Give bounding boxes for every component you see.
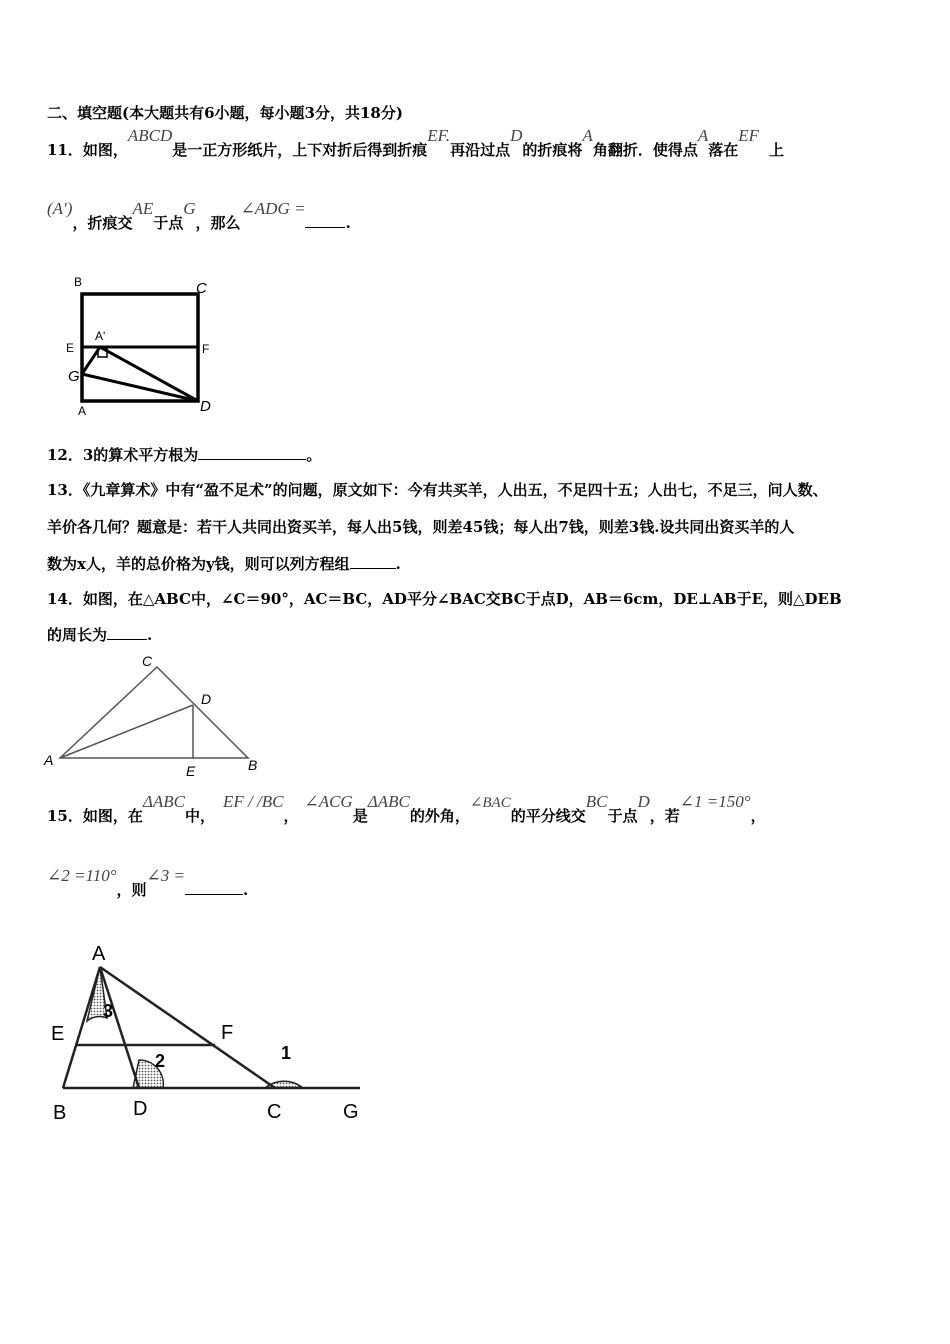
label-d: D bbox=[200, 398, 211, 415]
figure-11-square bbox=[60, 270, 220, 420]
label-c: C bbox=[142, 653, 153, 669]
question-13-line-2: 羊价各几何？题意是：若干人共同出资买羊，每人出5钱，则差45钱；每人出7钱，则差3钱.设共同出资买羊的人 bbox=[47, 518, 795, 536]
label-g: G bbox=[68, 368, 80, 385]
label-a: A bbox=[92, 943, 106, 965]
question-15-line-1: 15．如图，在ΔABC中，EF / /BC，∠ACG是ΔABC的外角，∠BAC的平分线交BC于点D，若∠1 =150°， bbox=[47, 792, 766, 825]
answer-blank-13[interactable] bbox=[350, 554, 396, 569]
label-angle-3: 3 bbox=[103, 1001, 114, 1021]
label-e: E bbox=[66, 341, 75, 355]
segment-ad bbox=[100, 967, 139, 1088]
segment-ab bbox=[63, 967, 100, 1088]
question-11-line-1: 11．如图，ABCD是一正方形纸片，上下对折后得到折痕EF.再沿过点D的折痕将A角翻折．使得点A落在EF上 bbox=[47, 126, 785, 159]
question-11-line-2: (A′)，折痕交AE于点G，那么∠ADG =. bbox=[47, 199, 351, 232]
label-a: A bbox=[44, 752, 54, 768]
answer-blank-14[interactable] bbox=[107, 625, 147, 640]
label-a-prime: A' bbox=[95, 329, 106, 343]
question-12: 12．3的算术平方根为 。 bbox=[47, 446, 322, 464]
label-angle-2: 2 bbox=[155, 1051, 166, 1071]
question-14-line-1: 14．如图，在△ABC中，∠C＝90°，AC＝BC，AD平分∠BAC交BC于点D，AB＝6cm，DE⊥AB于E，则△DEB bbox=[47, 590, 842, 608]
label-c: C bbox=[267, 1101, 282, 1123]
segment-gd bbox=[82, 374, 198, 401]
answer-blank-12[interactable] bbox=[198, 445, 306, 460]
figure-15-triangle bbox=[45, 935, 375, 1135]
label-b: B bbox=[248, 757, 258, 773]
question-13-line-1: 13．《九章算术》中有“盈不足术”的问题，原文如下：今有共买羊，人出五，不足四十五；人出七，不足三，问人数、 bbox=[47, 481, 828, 499]
label-f: F bbox=[202, 342, 210, 356]
label-a: A bbox=[78, 404, 87, 418]
question-13-line-3: 数为x人，羊的总价格为y钱，则可以列方程组 . bbox=[47, 555, 401, 573]
question-14-line-2: 的周长为 . bbox=[47, 626, 153, 644]
label-c: C bbox=[196, 280, 207, 297]
label-angle-1: 1 bbox=[281, 1043, 292, 1063]
label-e: E bbox=[51, 1023, 65, 1045]
section-title: 二、填空题(本大题共有6小题，每小题3分，共18分) bbox=[47, 104, 403, 122]
figure-14-triangle bbox=[40, 650, 270, 780]
answer-blank-15[interactable] bbox=[185, 880, 243, 895]
segment-a-prime-d bbox=[100, 347, 198, 401]
label-d: D bbox=[201, 691, 212, 707]
label-g: G bbox=[343, 1101, 359, 1123]
label-d: D bbox=[133, 1098, 148, 1120]
label-e: E bbox=[186, 763, 196, 779]
question-15-line-2: ∠2 =110°，则∠3 =. bbox=[47, 866, 249, 899]
label-b: B bbox=[74, 275, 83, 289]
label-f: F bbox=[221, 1022, 234, 1044]
segment-ac bbox=[100, 967, 275, 1088]
triangle-abc bbox=[60, 667, 248, 758]
label-b: B bbox=[53, 1102, 67, 1124]
segment-ad bbox=[60, 705, 193, 758]
answer-blank-11[interactable] bbox=[305, 213, 345, 228]
